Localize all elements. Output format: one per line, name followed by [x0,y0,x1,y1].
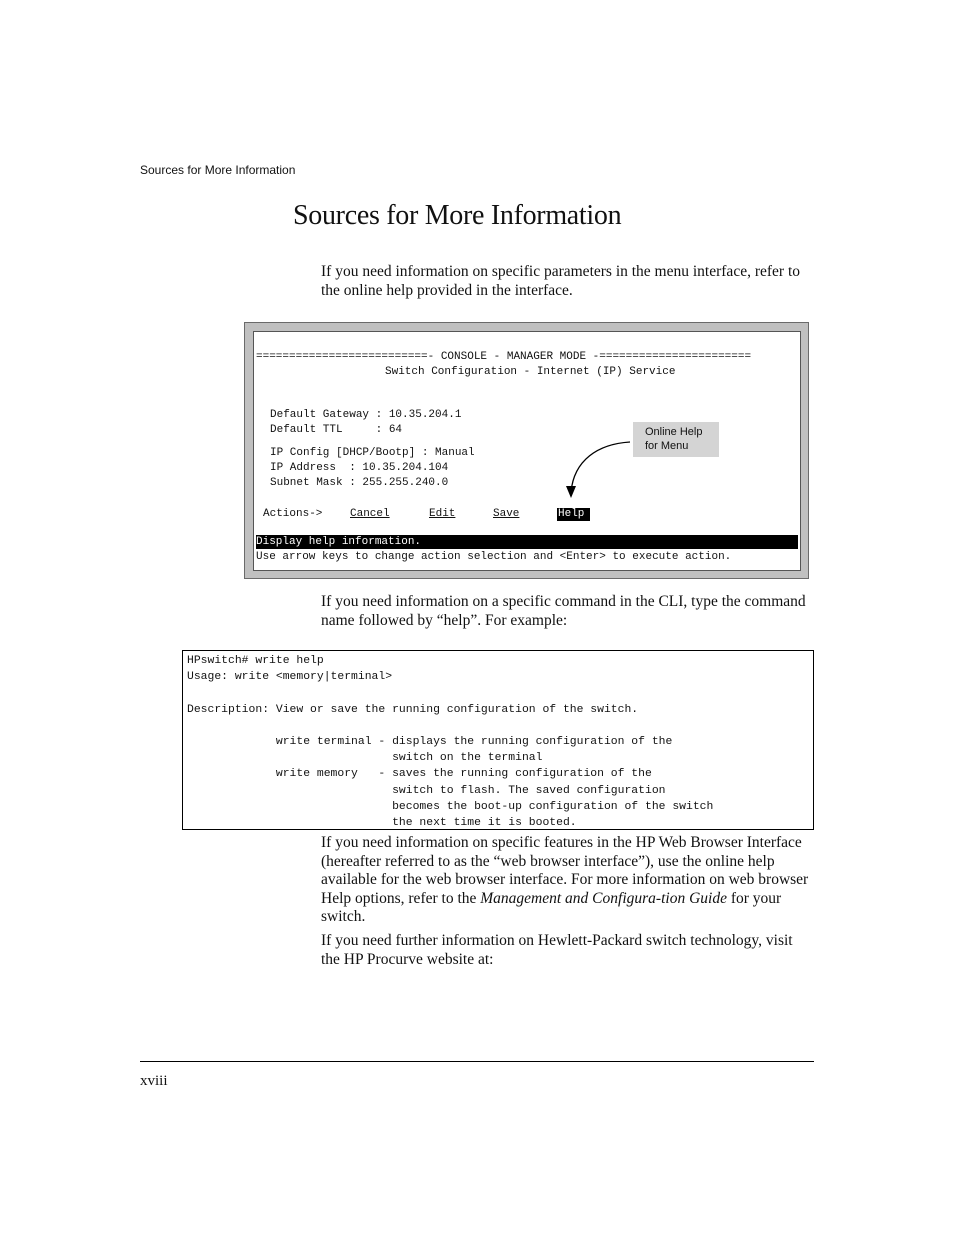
cli-line: Usage: write <memory|terminal> [187,671,393,684]
web-browser-help-paragraph [321,834,815,927]
callout-arrow-icon [560,436,640,502]
cli-line: HPswitch# write help [187,655,324,667]
footer-rule [140,1061,814,1062]
console-default-ttl: Default TTL : 64 [270,424,403,436]
console-default-gateway: Default Gateway : 10.35.204.1 [270,409,462,421]
console-actions-label: Actions-> [263,508,323,520]
page-number: xviii [140,1073,168,1089]
intro-paragraph: If you need information on specific parameters in the menu interface, refer to the online help provided in the interface. [321,263,801,299]
management-guide-title: Management and Configura-tion Guide [480,889,727,907]
cli-line: switch on the terminal [187,752,543,765]
console-action-edit[interactable]: Edit [429,508,456,520]
console-subtitle: Switch Configuration - Internet (IP) Service [385,366,676,378]
online-help-callout [633,422,719,457]
console-status-hint: Use arrow keys to change action selection and <Enter> to execute action. [256,551,732,563]
procurve-website-paragraph: If you need further information on Hewlett-Packard switch technology, visit the HP Procurve website at: [321,932,793,968]
cli-line: write terminal - displays the running configuration of the [187,736,673,749]
callout-line-2: for Menu [645,440,689,452]
console-action-help[interactable]: Help [557,508,590,521]
console-banner: ==========================- CONSOLE - MANAGER MODE -======================= [256,351,752,363]
cli-example-text [187,653,713,831]
console-subnet-mask: Subnet Mask : 255.255.240.0 [270,477,449,489]
page-title: Sources for More Information [293,200,622,231]
running-header: Sources for More Information [140,163,296,177]
cli-help-paragraph: If you need information on a specific command in the CLI, type the command name followed by “help”. For example: [321,593,806,629]
cli-line: write memory - saves the running configuration of the [187,768,652,781]
console-ip-address: IP Address : 10.35.204.104 [270,462,449,474]
web-help-text-b: for your switch. [321,889,782,926]
console-action-cancel[interactable]: Cancel [350,508,390,520]
cli-line: switch to flash. The saved configuration [187,784,666,797]
console-ip-config: IP Config [DHCP/Bootp] : Manual [270,447,475,459]
cli-line: Description: View or save the running configuration of the switch. [187,703,639,716]
cli-line: becomes the boot-up configuration of the switch [187,800,714,813]
console-status-highlight: Display help information. [256,536,422,548]
web-help-text-a: If you need information on specific features in the HP Web Browser Interface (hereafter referred to as the “web browser interface”), use the online help available for the web browser interface. For more information on web browser Help options, refer to the [321,834,809,907]
cli-example-box [182,650,814,830]
console-action-save[interactable]: Save [493,508,520,520]
callout-line-1: Online Help [645,426,703,438]
cli-line: the next time it is booted. [187,817,577,830]
console-screenshot [244,322,809,579]
